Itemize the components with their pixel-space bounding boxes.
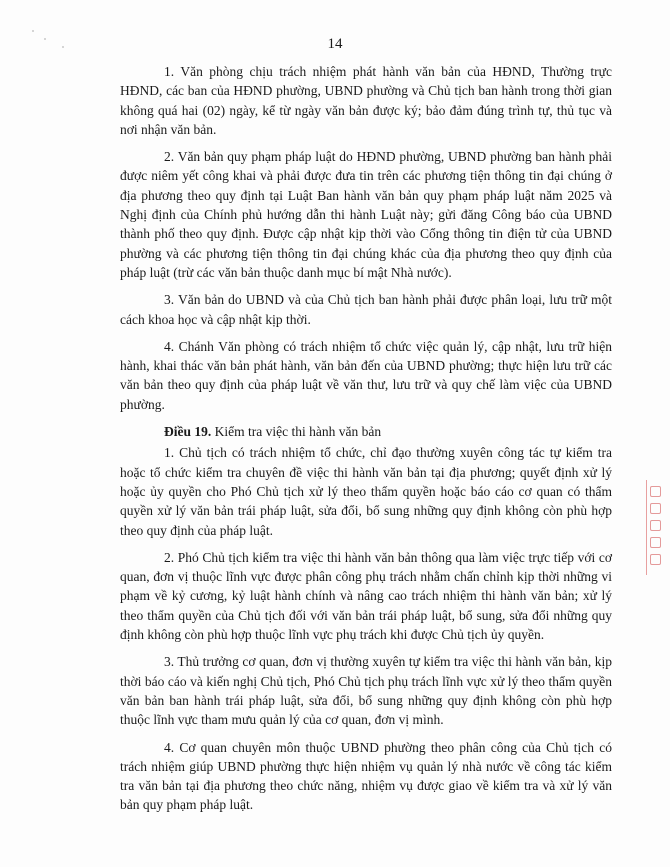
paragraph: 2. Phó Chủ tịch kiểm tra việc thi hành văn bản thông qua làm việc trực tiếp với cơ quan, đơn vị thuộc lĩnh vực được phân công phụ trách nhằm chấn chỉnh kịp thời những vi phạm về kỷ cương, kỷ luật hành chính và nâng cao trách nhiệm thi hành văn bản; xử lý theo thẩm quyền của Chủ tịch đối với văn bản trái pháp luật, bổ sung, sửa đổi những quy định không còn phù hợp thuộc lĩnh vực phụ trách khi được Chủ tịch ủy quyền. — [120, 549, 612, 643]
stamp-glyph — [650, 537, 661, 548]
paragraph: 1. Văn phòng chịu trách nhiệm phát hành văn bản của HĐND, Thường trực HĐND, các ban của HĐND phường, UBND phường và Chủ tịch ban hành trong thời gian không quá hai (02) ngày, kể từ ngày văn bản được ký; bảo đảm đúng trình tự, thủ tục và nơi nhận văn bản. — [120, 64, 612, 137]
stamp-glyph — [650, 503, 661, 514]
paragraph: 2. Văn bản quy phạm pháp luật do HĐND phường, UBND phường ban hành phải được niêm yết công khai và phải được đưa tin trên các phương tiện thông tin đại chúng ở địa phương theo quy định tại Luật Ban hành văn bản quy phạm pháp luật năm 2025 và Nghị định của Chính phủ hướng dẫn thi hành Luật này; gửi đăng Công báo của UBND thành phố theo quy định. Được cập nhật kịp thời vào Cổng thông tin điện tử của UBND phường và các phương tiện thông tin đại chúng khác của địa phương theo quy định của pháp luật (trừ các văn bản thuộc danh mục bí mật Nhà nước). — [120, 149, 612, 280]
article-heading — [120, 422, 612, 441]
paragraph: 4. Cơ quan chuyên môn thuộc UBND phường theo phân công của Chủ tịch có trách nhiệm giúp UBND phường thực hiện nhiệm vụ quản lý nhà nước về công tác kiểm tra văn bản tại địa phương theo chức năng, nhiệm vụ được giao về kiểm tra và xử lý văn bản quy phạm pháp luật. — [120, 739, 612, 813]
paragraph: 1. Chủ tịch có trách nhiệm tổ chức, chỉ đạo thường xuyên công tác tự kiểm tra hoặc tổ chức kiểm tra chuyên đề việc thi hành văn bản tại địa phương; quyết định xử lý hoặc ủy quyền cho Phó Chủ tịch xử lý theo thẩm quyền hoặc báo cáo cơ quan có thẩm quyền xử lý văn bản trái pháp luật, sửa đổi, bổ sung những quy định không còn phù hợp theo quy định của pháp luật. — [120, 445, 612, 538]
article-title: Kiểm tra việc thi hành văn bản — [211, 424, 382, 440]
document-body — [120, 62, 612, 823]
article-label: Điều 19. — [164, 424, 212, 440]
edge-stamp-mark — [646, 480, 661, 575]
scan-speck — [32, 30, 34, 32]
paragraph: 3. Văn bản do UBND và của Chủ tịch ban hành phải được phân loại, lưu trữ một cách khoa học và cập nhật kịp thời. — [120, 292, 612, 327]
paragraph: 4. Chánh Văn phòng có trách nhiệm tổ chức việc quản lý, cập nhật, lưu trữ hiện hành, khai thác văn bản phát hành, văn bản đến của UBND phường; thực hiện lưu trữ các văn bản theo quy định của pháp luật về văn thư, lưu trữ và quy chế làm việc của UBND phường. — [120, 338, 612, 412]
stamp-glyph — [650, 554, 661, 565]
stamp-glyph — [650, 520, 661, 531]
stamp-glyph — [650, 486, 661, 497]
page-number: 14 — [327, 36, 343, 52]
paragraph: 3. Thủ trưởng cơ quan, đơn vị thường xuyên tự kiểm tra việc thi hành văn bản, kịp thời báo cáo và kiến nghị Chủ tịch, Phó Chủ tịch phụ trách lĩnh vực xử lý theo thẩm quyền văn bản ban hành trái pháp luật, sửa đổi, bổ sung những quy định không còn phù hợp thuộc lĩnh vực tham mưu quản lý của cơ quan, đơn vị mình. — [120, 654, 612, 728]
